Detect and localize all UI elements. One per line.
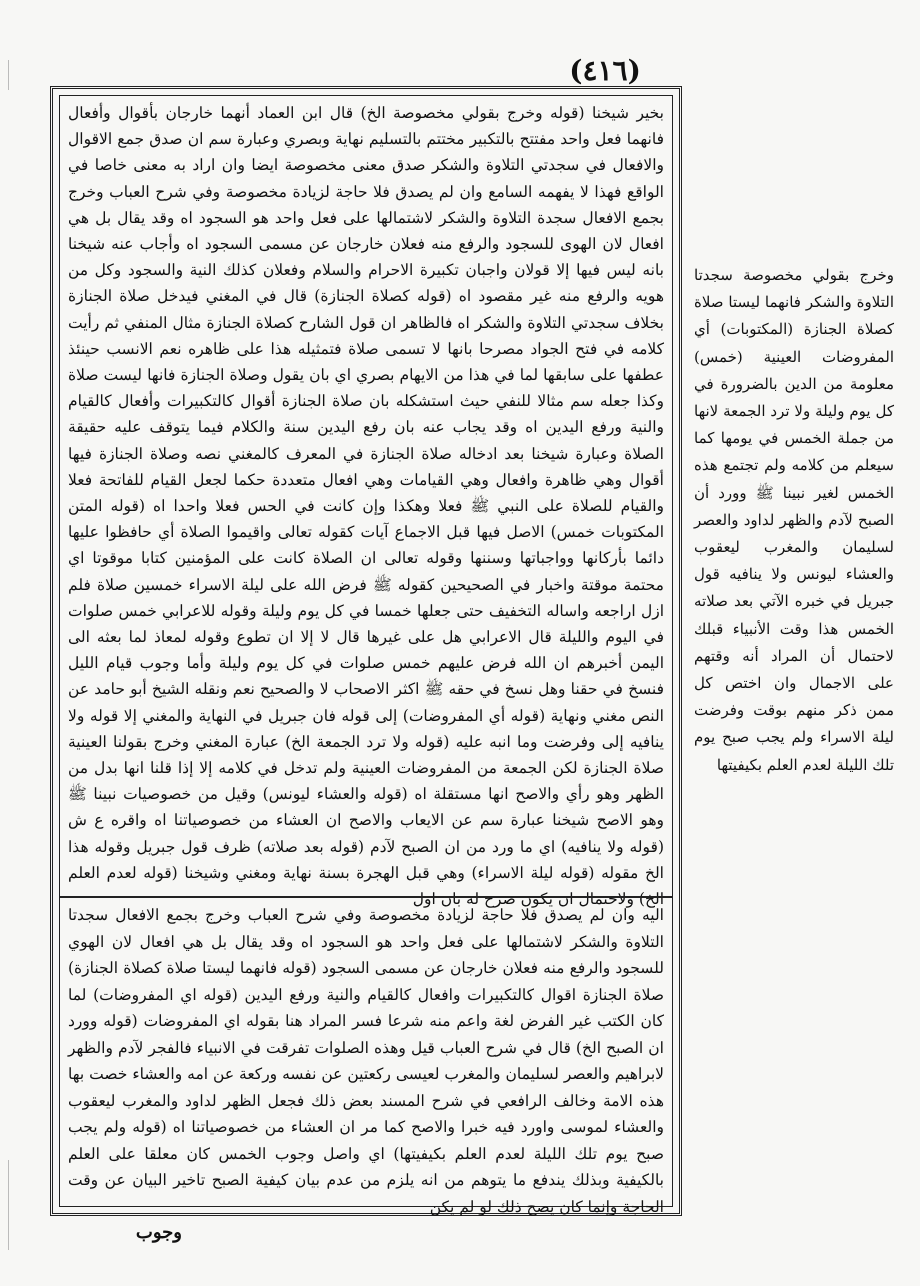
commentary-main-text: بخير شيخنا (قوله وخرج بقولي مخصوصة الخ) قال ابن العماد أنهما خارجان بأقوال وأفعال فانهما فعل واحد مفتتح بالتكبير مختتم بالتسليم نهاية وبصري وعبارة سم ان صدق جمع الاقوال والافعال في سجدتي التلاوة والشكر صدق معنى مخصوصة ايضا وان اراد به معنى خاصا في الواقع فهذا لا يفهمه السامع وان لم يصدق فلا حاجة لزيادة مخصوصة وفي شرح العباب وخرج بجمع الافعال سجدة التلاوة والشكر لاشتمالها على فعل واحد هو السجود اه وقد يقال بل هي افعال لان الهوى للسجود والرفع منه فعلان خارجان عن مسمى السجود اه وأجاب عنه شيخنا بانه ليس فيها إلا قولان واجبان تكبيرة الاحرام والسلام وفعلان كذلك النية والسجود وكل من هويه والرفع منه غير مقصود اه (قوله كصلاة الجنازة) قال في المغني فيدخل صلاة الجنازة بخلاف سجدتي التلاوة والشكر اه فالظاهر ان قول الشارح كصلاة الجنازة مثال المنفي ثم رأيت كلامه في فتح الجواد مصرحا بانها لا تسمى صلاة فتمثيله هذا على ظاهره نعم الانسب حينئذ عطفها على سابقها لما في هذا من الايهام بصري اي بان يقول وصلاة الجنازة فانها ليست صلاة وكذا جعله سم مثالا للنفي حيث استشكله بان صلاة الجنازة أقوال كالتكبيرات وأفعال كالقيام والنية ورفع اليدين اه وقد يجاب عنه بان رفع اليدين سنة والكلام فيما يتوقف عليه حقيقة الصلاة وعبارة شيخنا بعد ادخاله صلاة الجنازة في المعرف كالمغني نصه وصلاة الجنازة فيها أقوال وهي ظاهرة وافعال وهي القيامات وهي افعال متعددة حكما لجعل القيام للفاتحة فعلا والقيام للصلاة على النبي ﷺ فعلا وهكذا وإن كانت في الحس فعلا واحدا اه (قوله المتن المكتوبات خمس) الاصل فيها قبل الاجماع آيات كقوله تعالى واقيموا الصلاة أي حافظوا عليها دائما بأركانها وواجباتها وسننها وقوله تعالى ان الصلاة كانت على المؤمنين كتابا موقوتا اي محتمة موقتة واخبار في الصحيحين كقوله ﷺ فرض الله على ليلة الاسراء خمسين صلاة فلم ازل اراجعه واساله التخفيف حتى جعلها خمسا في كل يوم وليلة وقوله للاعرابي خمس صلوات في اليوم والليلة قال الاعرابي هل على غيرها قال لا إلا ان تطوع وقوله لمعاذ لما بعثه الى اليمن أخبرهم ان الله فرض عليهم خمس صلوات في كل يوم وليلة وأما وجوب قيام الليل فنسخ في حقنا وهل نسخ في حقه ﷺ اكثر الاصحاب لا والصحيح نعم ونقله الشيخ أبو حامد عن النص مغني ونهاية (قوله أي المفروضات) إلى قوله فان جبريل في النهاية والمغني إلا قوله ولا ينافيه إلى وفرضت وما انبه عليه (قوله ولا ترد الجمعة الخ) عبارة المغني وخرج بقولنا العينية صلاة الجنازة لكن الجمعة من المفروضات العينية ولم تدخل في كلامه إلا إذا قلنا انها بدل من الظهر وهو رأي والاصح انها مستقلة اه (قوله والعشاء ليونس) وقيل من خصوصيات نبينا ﷺ وهو الاصح شيخنا عبارة سم عن الايعاب والاصح ان العشاء من خصوصياتنا اه واقره ع ش (قوله ولا ينافيه) اي ما ورد من ان الصبح لآدم (قوله بعد صلاته) ظرف قول جبريل وقوله هذا الخ مقوله (قوله ليلة الاسراء) وهي قبل الهجرة بسنة نهاية ومغني وشيخنا (قوله لعدم العلم الخ) ولاحتمال ان يكون صرح له بان اول	[68, 104, 664, 909]
page-edge-mark	[8, 1160, 9, 1250]
main-text-frame	[50, 86, 682, 1216]
section-divider	[60, 896, 672, 898]
commentary-footnote-text: اليه وان لم يصدق فلا حاجة لزيادة مخصوصة وفي شرح العباب وخرج بجمع الافعال سجدتا التلاوة والشكر لاشتمالها على فعل واحد هو السجود اه وقد يقال بل هي افعال لان الهوي للسجود والرفع منه فعلان خارجان عن مسمى السجود (قوله فانهما ليستا صلاة كصلاة الجنازة) صلاة الجنازة اقوال كالتكبيرات وافعال كالقيام والنية ورفع اليدين (قوله اي المفروضات) لما كان الكتب غير الفرض لغة واعم منه شرعا فسر المراد هنا بقوله اي المفروضات (قوله وورد ان الصبح الخ) قال في شرح العباب قيل وهذه الصلوات تفرقت في الانبياء فالفجر لآدم والظهر لابراهيم والعصر لسليمان والمغرب لعيسى ركعتين عن نفسه وركعة عن امه والعشاء خصت بها هذه الامة وخالف الرافعي في شرح المسند بعض ذلك فجعل الظهر لداود والمغرب ليعقوب والعشاء لموسى واورد فيه خبرا والاصح كما مر ان العشاء من خصوصياتنا اه (قوله ولم يجب صبح يوم تلك الليلة لعدم العلم بكيفيتها) اي واصل وجوب الخمس كان معلقا على العلم بالكيفية وبذلك يندفع ما يتوهم من انه يلزم من عدم بيان كيفية الصبح تاخير البيان عن وقت الحاجة وإنما كان يصح ذلك لو لم يكن	[68, 906, 664, 1216]
catchword: وجوب	[135, 1222, 182, 1243]
page-edge-mark	[8, 60, 9, 90]
inner-border	[59, 95, 673, 1216]
margin-matn-text: وخرج بقولي مخصوصة سجدتا التلاوة والشكر فانهما ليستا صلاة كصلاة الجنازة (المكتوبات) أي المفروضات العينية (خمس) معلومة من الدين بالضرورة في كل يوم وليلة ولا ترد الجمعة لانها من جملة الخمس في يومها كما سيعلم من كلامه ولم تجتمع هذه الخمس لغير نبينا ﷺ وورد أن الصبح لآدم والظهر لداود والعصر لسليمان والمغرب ليعقوب والعشاء ليونس ولا ينافيه قول جبريل في خبره الآتي بعد صلاته الخمس هذا وقت الأنبياء قبلك لاحتمال أن المراد أنه وقتهم على الاجمال وان اختص كل ممن ذكر منهم بوقت وفرضت ليلة الاسراء ولم يجب صبح يوم تلك الليلة لعدم العلم بكيفيتها	[694, 266, 894, 774]
page-number: (٤١٦)	[569, 54, 641, 87]
